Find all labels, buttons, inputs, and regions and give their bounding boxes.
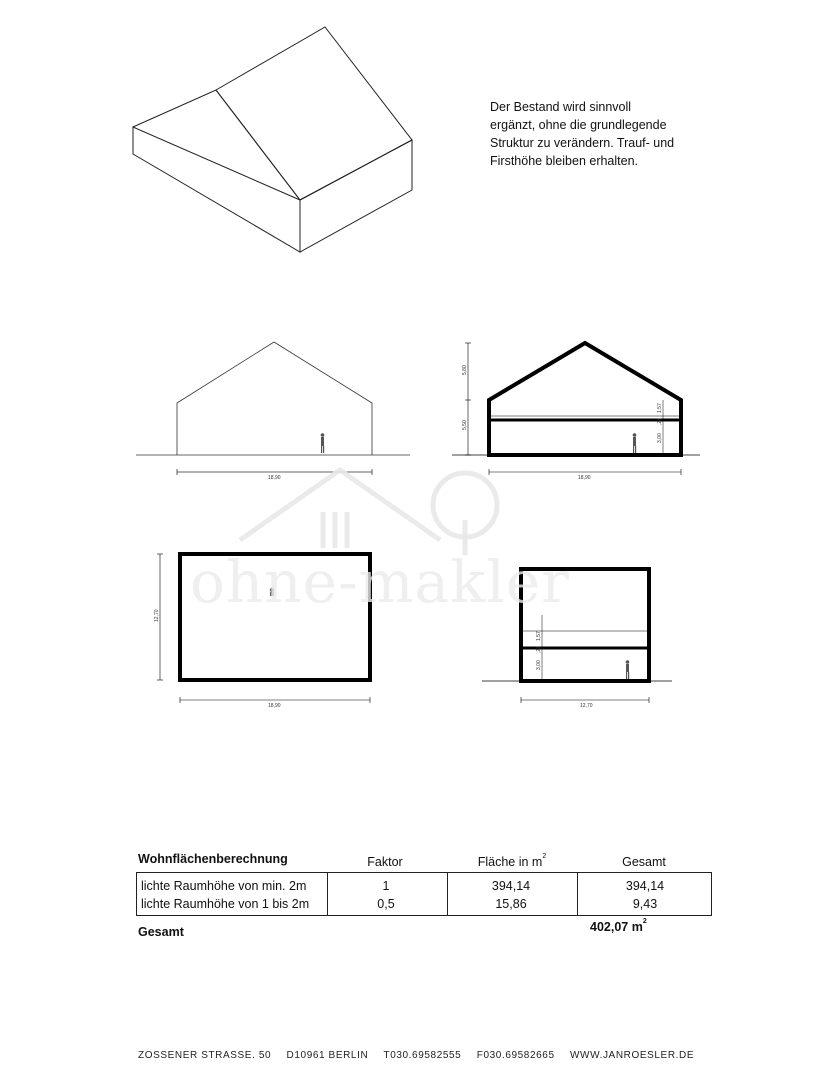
section-dim-1-57: 1,57 <box>657 403 663 413</box>
gable-dim-0-23: ,23 <box>536 646 542 653</box>
row-flaeche: 394,14 <box>491 879 531 893</box>
footer-fax: F030.69582665 <box>476 1050 555 1061</box>
row-flaeche: 15,86 <box>495 897 527 911</box>
header-faktor: Faktor <box>367 855 403 869</box>
description-line-2: ergänzt, ohne die grundlegende <box>490 118 667 132</box>
header-flaeche-sup: 2 <box>542 853 547 860</box>
row-faktor: 1 <box>382 879 390 893</box>
plan-width-label: 18,90 <box>268 703 281 709</box>
isometric-house <box>133 27 412 252</box>
row-gesamt: 394,14 <box>625 879 665 893</box>
plan-depth-label: 12,70 <box>154 609 160 622</box>
section-height-lower: 5,50 <box>462 420 468 430</box>
footer <box>138 1050 718 1061</box>
description-line-3: Struktur zu verändern. Trauf- und <box>490 136 675 150</box>
footer-phone: T030.69582555 <box>383 1050 462 1061</box>
section-outline <box>489 343 681 455</box>
table-title: Wohnflächenberechnung <box>138 852 288 866</box>
total-value <box>590 920 700 934</box>
section-dim-3-00: 3,00 <box>657 433 663 443</box>
section-height-upper: 5,80 <box>462 365 468 375</box>
header-flaeche <box>452 855 572 869</box>
elevation-width-label: 18,90 <box>268 475 281 481</box>
elevation-outline <box>177 342 372 455</box>
elevation-drawing <box>136 342 410 475</box>
description-line-4: Firsthöhe bleiben erhalten. <box>490 154 639 168</box>
gable-width-label: 12,70 <box>580 703 593 709</box>
description-text <box>490 98 730 170</box>
section-dim-0-23: ,23 <box>657 418 663 425</box>
watermark-text: ohne-makler <box>190 548 570 616</box>
row-label: lichte Raumhöhe von 1 bis 2m <box>141 897 310 911</box>
table-row <box>137 895 711 913</box>
total-label: Gesamt <box>138 925 184 939</box>
description-line-1: Der Bestand wird sinnvoll <box>490 100 632 114</box>
section-person <box>633 433 637 453</box>
header-gesamt: Gesamt <box>622 855 666 869</box>
header-flaeche-text: Fläche in m <box>477 855 543 869</box>
row-label: lichte Raumhöhe von min. 2m <box>141 879 307 893</box>
table-row <box>137 877 711 895</box>
gable-dim-1-57: 1,57 <box>536 631 542 641</box>
total-value-sup: 2 <box>642 918 647 925</box>
footer-web[interactable]: WWW.JANROESLER.DE <box>570 1050 695 1061</box>
row-gesamt: 9,43 <box>632 897 658 911</box>
total-value-text: 402,07 m <box>590 920 643 934</box>
footer-street: ZOSSENER STRASSE. 50 <box>138 1050 272 1061</box>
footer-city: D10961 BERLIN <box>286 1050 369 1061</box>
area-table <box>136 872 712 916</box>
gable-dim-3-00: 3,00 <box>536 660 542 670</box>
gable-person <box>626 660 630 679</box>
watermark-logo <box>240 470 497 555</box>
row-faktor: 0,5 <box>377 897 395 911</box>
elevation-person <box>321 433 325 453</box>
section-width-label: 18,90 <box>578 475 591 481</box>
